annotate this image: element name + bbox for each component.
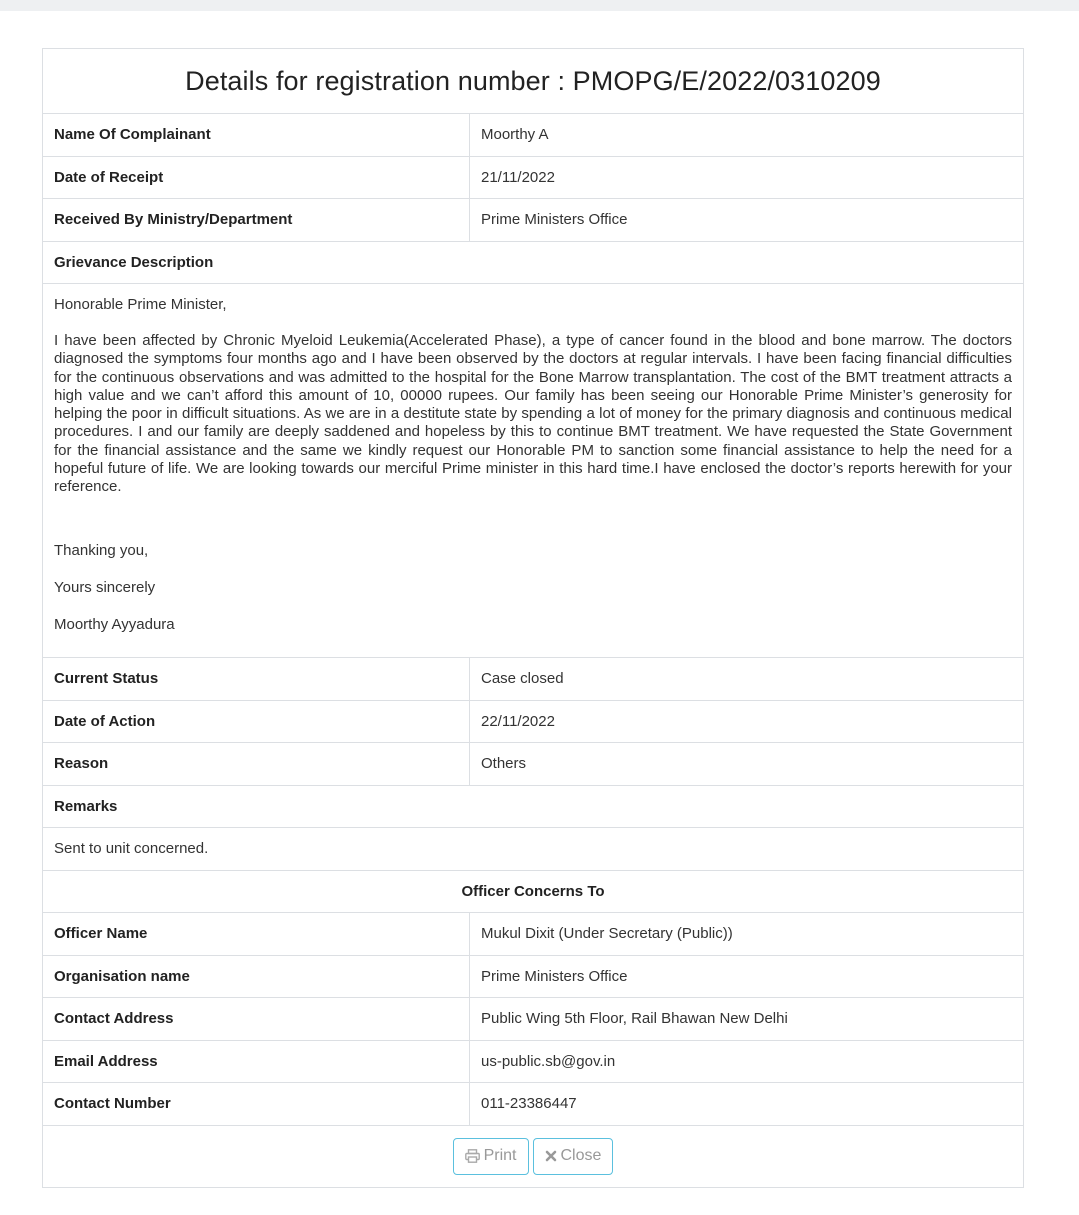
label-action-date: Date of Action	[43, 701, 470, 743]
value-status: Case closed	[481, 670, 564, 688]
label-complainant: Name Of Complainant	[43, 114, 470, 156]
value-address: Public Wing 5th Floor, Rail Bhawan New Delhi	[481, 1010, 788, 1028]
row-remarks-heading	[43, 786, 1023, 829]
print-label: Print	[483, 1147, 517, 1164]
value-remarks: Sent to unit concerned.	[54, 840, 209, 858]
grievance-closing: Thanking you,	[54, 541, 149, 559]
value-complainant: Moorthy A	[481, 126, 549, 144]
grievance-body: I have been affected by Chronic Myeloid Leukemia(Accelerated Phase), a type of cancer found in the blood and bone marrow. The doctors diagnosed the symptoms four months ago and I have been observed by the doctors at regular intervals. I have been facing financial difficulties for the continuous observations and was admitted to the hospital for the Bone Marrow transplantation. The cost of the BMT treatment attracts a high value and we can’t afford this amount of 10, 00000 rupees. Our family has been seeing our Honorable Prime Minister’s generosity for helping the poor in difficult situations. As we are in a destitute state by spending a lot of money for the primary diagnosis and continuous medical procedures. I and our family are deeply saddened and hopeless by this to continue BMT treatment. We have requested the State Government for the financial assistance and the same we kindly request our Honorable PM to sanction some financial assistance to help the need for a hopeful future of life. We are looking towards our merciful Prime minister in this hard time.I have enclosed the doctor’s reports herewith for your reference.	[54, 332, 1012, 496]
value-phone: 011-23386447	[481, 1095, 577, 1113]
page-title: Details for registration number : PMOPG/E/2022/0310209	[43, 49, 1023, 114]
row-email	[43, 1041, 1023, 1084]
row-status	[43, 658, 1023, 701]
label-email: Email Address	[43, 1041, 470, 1083]
label-receipt-date: Date of Receipt	[43, 157, 470, 199]
label-grievance: Grievance Description	[54, 253, 214, 271]
row-organisation	[43, 956, 1023, 999]
value-action-date: 22/11/2022	[481, 712, 555, 730]
row-complainant	[43, 114, 1023, 157]
grievance-signature: Moorthy Ayyadura	[54, 615, 175, 633]
close-icon	[545, 1150, 557, 1162]
label-received-by: Received By Ministry/Department	[43, 199, 470, 241]
row-remarks-value	[43, 828, 1023, 871]
row-phone	[43, 1083, 1023, 1126]
grievance-salutation: Honorable Prime Minister,	[54, 296, 227, 313]
label-remarks: Remarks	[54, 797, 118, 815]
grievance-signoff: Yours sincerely	[54, 578, 156, 596]
row-address	[43, 998, 1023, 1041]
value-reason: Others	[481, 755, 527, 773]
close-label: Close	[560, 1147, 602, 1164]
value-email: us-public.sb@gov.in	[481, 1052, 616, 1070]
row-grievance-heading	[43, 242, 1023, 285]
grievance-description	[43, 284, 1023, 658]
details-card	[42, 48, 1024, 1188]
label-address: Contact Address	[43, 998, 470, 1040]
row-reason	[43, 743, 1023, 786]
label-reason: Reason	[43, 743, 470, 785]
row-officer-name	[43, 913, 1023, 956]
row-action-date	[43, 701, 1023, 744]
button-row	[43, 1126, 1023, 1187]
value-receipt-date: 21/11/2022	[481, 168, 555, 186]
print-icon	[465, 1149, 480, 1163]
officer-section-heading: Officer Concerns To	[461, 882, 605, 900]
value-received-by: Prime Ministers Office	[481, 211, 628, 229]
row-officer-heading	[43, 871, 1023, 914]
row-receipt-date	[43, 157, 1023, 200]
label-organisation: Organisation name	[43, 956, 470, 998]
top-bar	[0, 0, 1079, 11]
row-received-by	[43, 199, 1023, 242]
value-organisation: Prime Ministers Office	[481, 967, 628, 985]
value-officer-name: Mukul Dixit (Under Secretary (Public))	[481, 925, 733, 943]
label-phone: Contact Number	[43, 1083, 470, 1125]
print-button[interactable]	[453, 1138, 529, 1175]
label-status: Current Status	[43, 658, 470, 700]
label-officer-name: Officer Name	[43, 913, 470, 955]
close-button[interactable]	[533, 1138, 614, 1175]
